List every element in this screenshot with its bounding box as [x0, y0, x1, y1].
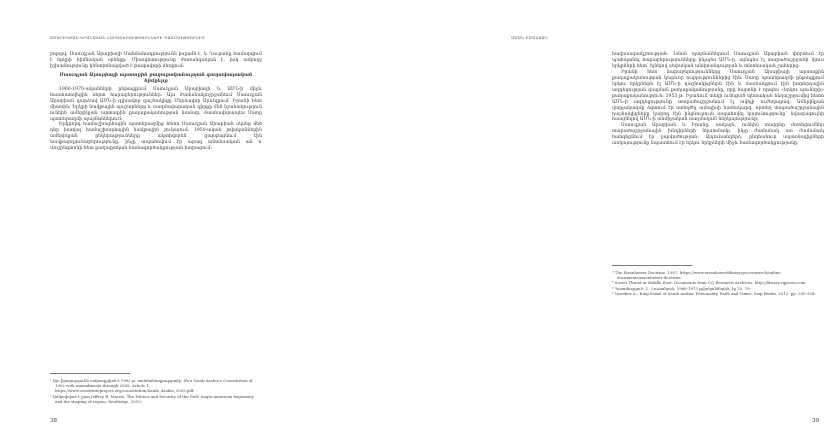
left-running-head: ԱՄԵՐԻԿՅԱՆ-ԻՐԱՆԱԿԱՆ ՀԱՐԱԲԵՐՈՒԹՅՈՒՆՆԵՐԻ ՊԱՏՄՈՒԹՅՈՒՆԻՑ [50, 36, 205, 40]
right-footnote-1: ³ The Eisenhower Doctrine, 1957, https://www.eisenhowerlibrary.gov/research/online-documents/eisenhower-doctrine: [612, 270, 782, 281]
right-paragraph-2: Իրանի հետ հարաբերությունները Սաուդյան Արաբիայի արտաքին քաղաքականության կարևոր ուղղություններից էին: Սառը պատերազմի ընթացքում երկու երկրներն էլ ԱՄՆ-ի դաշնակիցներն էին և մասնակցում էին խորհրդային ազդեցության զսպման քաղաքականությանը, որը հայտնի է որպես «երկու սյուների» քաղաքականություն: 1953 թ. Իրանում տեղի ունեցած պետական հեղաշրջումից հետո ԱՄՆ-ի ազդեցությունը տարածաշրջանում էլ ավելի ուժեղացավ: Ամերիկյան վարչակազմը ձգտում էր ստեղծել այնպիսի համակարգ, որտեղ տարածաշրջանային դաշնակիցները կարող էին ինքնուրույն ապահովել կայունությունը՝ նվազագույնի հասցնելով ԱՄՆ-ի անմիջական ռազմական ներկայությունը: [612, 69, 824, 123]
right-page-number: 39 [812, 418, 819, 424]
right-paragraph-3: Սաուդյան Արաբիան և Իրանը, սակայն, ունեին տարբեր մոտեցումներ տարածաշրջանային խնդիրների նկատմամբ, ինչը ժամանակ առ ժամանակ հանգեցնում էր լարվածության: Այդուհանդերձ, ընդհանուր սպառնալիքների առկայությունը նպաստում էր երկու երկրների միջև համագործակցությանը: [612, 123, 824, 147]
right-footnote-rule [612, 265, 692, 266]
left-footnote-2: ² Ամփոփված է ըստ Jeffrey R. Macris, The Politics and Security of the Gulf: Anglo-American hegemony and the shaping of region, Routledge, 2010: [50, 393, 254, 404]
right-running-head: ԱՄԱՆ ԻՄԱՆՅԱՆ [511, 36, 548, 40]
left-body-text [50, 52, 262, 152]
right-footnote-3: ⁵ Պատմություն, Լ. Լուսանյան, 1968-1973 թվականներին, էջ 70, 79: [612, 285, 751, 291]
right-paragraph-1: հավասարակշռության: Նման պայմաններում Սաուդյան Արաբիան փորձում էր պահպանել հարաբերությունները ինչպես ԱՄՆ-ի, այնպես էլ տարածաշրջանի մյուս երկրների հետ՝ ելնելով սեփական անվտանգության և տնտեսական շահերից: [612, 52, 824, 69]
left-page-number: 38 [50, 418, 57, 424]
left-paragraph-3: Երկրորդ համաշխարհային պատերազմից հետո Սաուդյան Արաբիան սկսեց մեծ դեր խաղալ համաշխարհային նավթային շուկայում: 1950-ական թվականներին ամերիկյան ընկերությունները ակտիվորեն զարգացնում էին նավթարդյունաբերությունը, ինչը ապահովում էր արագ տնտեսական աճ և Վաշինգտոնի հետ քաղաքական համագործակցության խորացում: [50, 122, 262, 152]
left-subhead: Սաուդյան Արաբիայի արտաքին քաղաքականության գաղափարական հիմքերը [59, 72, 253, 84]
left-page [0, 0, 300, 424]
left-paragraph-2: 1960-1970-ականների ընթացքում Սաուդյան Արաբիայի և ԱՄՆ-ի միջև հաստատվեցին սերտ հարաբերություններ: Այս ժամանակաշրջանում Սաուդյան Արաբիան դարձավ ԱՄՆ-ի գլխավոր դաշնակիցը Մերձավոր Արևելքում՝ Իրանի հետ միասին: Երկրի նավթային պաշարները և ռազմավարական դիրքը մեծ նշանակություն ունեին ամերիկյան արտաքին քաղաքականության համար, մասնավորապես Սառը պատերազմի պայմաններում: [50, 86, 262, 122]
right-footnote-4: ⁶ Vassiliev A., King Faisal of Saudi Arabia: Personality, Faith and Times, Saqi Books, 2012, pp. 330-334: [612, 290, 816, 296]
right-page [300, 0, 824, 424]
right-footnotes [612, 270, 824, 296]
right-footnote-2: ⁴ Soviet Threat in Middle East: Documents from CQ Research Archives, http://library.cqpress.com: [612, 280, 807, 286]
right-body-text [612, 52, 824, 147]
left-footnote-rule [50, 373, 130, 374]
left-footnote-1: ¹ Այս իրողությունն ամրագրված է 1992 թ. սահմանադրությամբ: Տե՛ս Saudi Arabia's Constitution of 1992 with amendments through 2005, Article 1, https://www.constituteproject.org/constitution/Saudi_Arabia_2005.pdf: [50, 378, 253, 394]
left-paragraph-1: բոլորվ: Սաուդյան Արաբիայի Սահմանադրությունն իսլամն է, և Ղուրանը համարվում է երկրի հիմնական օրենքը: Միապետությունը ժառանգական է, իսկ ամբողջ իշխանությունը կենտրոնացված է թագավորի ձեռքում: [50, 52, 262, 69]
left-footnotes [50, 378, 262, 404]
